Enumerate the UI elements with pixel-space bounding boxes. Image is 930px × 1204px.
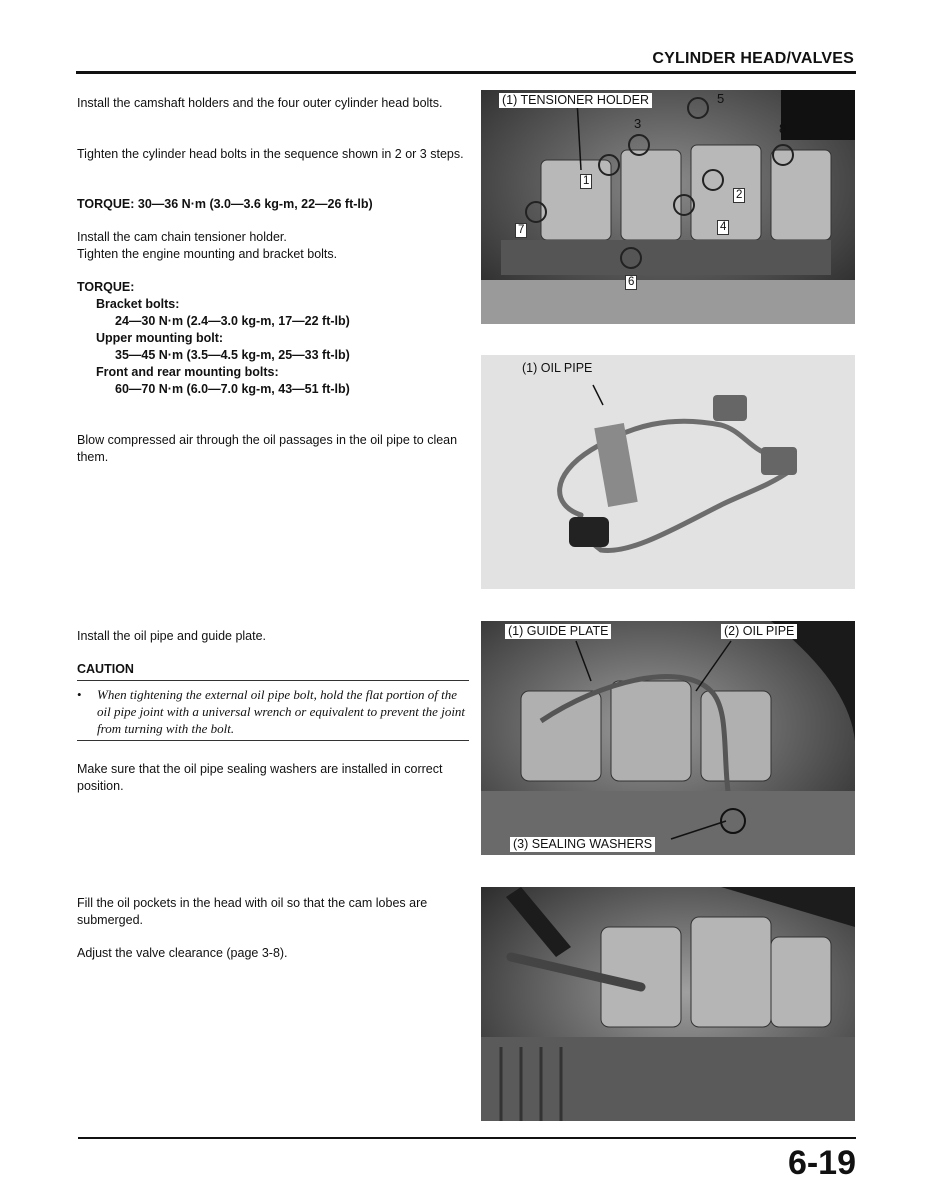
cylinder-head-bolt-sequence-photo <box>481 90 855 324</box>
fig3-label-sealing-washers: (3) SEALING WASHERS <box>510 837 655 852</box>
page-number: 6-19 <box>787 1144 856 1182</box>
fig1-label-tensioner-holder: (1) TENSIONER HOLDER <box>499 93 652 108</box>
oil-pipe-photo <box>481 355 855 589</box>
instruction-install-holders: Install the camshaft holders and the four outer cylinder head bolts. <box>77 96 443 110</box>
instruction-tighten-mounting: Tighten the engine mounting and bracket bolts. <box>77 247 338 261</box>
bolt-sequence-7: 7 <box>515 223 527 238</box>
bolt-sequence-6: 6 <box>625 275 637 290</box>
torque-spec-head-bolts: TORQUE: 30—36 N·m (3.0—3.6 kg-m, 22—26 ft-lb) <box>77 197 373 211</box>
caution-bullet: • <box>77 687 82 702</box>
instruction-install-tensioner: Install the cam chain tensioner holder. <box>77 230 287 244</box>
upper-mounting-label: Upper mounting bolt: <box>96 331 224 345</box>
upper-mounting-value: 35—45 N·m (3.5—4.5 kg-m, 25—33 ft-lb) <box>115 348 350 362</box>
fig2-label-oil-pipe: (1) OIL PIPE <box>522 361 593 375</box>
caution-heading: CAUTION <box>77 662 134 676</box>
guide-plate-oil-pipe-photo <box>481 621 855 855</box>
bolt-sequence-4: 4 <box>717 220 729 235</box>
torque-heading: TORQUE: <box>77 280 135 294</box>
instruction-blow-air: Blow compressed air through the oil passages in the oil pipe to clean them. <box>77 433 458 464</box>
instruction-tighten-bolts: Tighten the cylinder head bolts in the sequence shown in 2 or 3 steps. <box>77 147 464 161</box>
bolt-sequence-8: 8 <box>779 121 787 136</box>
page-header-title: CYLINDER HEAD/VALVES <box>652 50 854 67</box>
instruction-install-oil-pipe: Install the oil pipe and guide plate. <box>77 629 267 643</box>
caution-top-rule <box>77 680 469 681</box>
instruction-adjust-clearance: Adjust the valve clearance (page 3-8). <box>77 946 288 960</box>
instruction-sealing-washers: Make sure that the oil pipe sealing washers are installed in correct position. <box>77 762 443 793</box>
bolt-sequence-3: 3 <box>634 116 642 131</box>
bracket-bolts-value: 24—30 N·m (2.4—3.0 kg-m, 17—22 ft-lb) <box>115 314 350 328</box>
bolt-sequence-1: 1 <box>580 174 592 189</box>
header-rule <box>76 71 856 74</box>
bolt-sequence-2: 2 <box>733 188 745 203</box>
footer-rule <box>78 1137 856 1139</box>
fig3-label-oil-pipe: (2) OIL PIPE <box>721 624 797 639</box>
torque-spec-list <box>77 279 469 398</box>
caution-block <box>77 686 469 737</box>
caution-bottom-rule <box>77 740 469 741</box>
bracket-bolts-label: Bracket bolts: <box>96 297 180 311</box>
front-rear-label: Front and rear mounting bolts: <box>96 365 279 379</box>
caution-text: When tightening the external oil pipe bolt, hold the flat portion of the oil pipe joint with a universal wrench or equivalent to prevent the joint from turning with the bolt. <box>97 687 466 736</box>
cam-lobes-oil-photo <box>481 887 855 1121</box>
bolt-sequence-5: 5 <box>717 91 725 106</box>
instruction-fill-oil: Fill the oil pockets in the head with oil so that the cam lobes are submerged. <box>77 896 428 927</box>
front-rear-value: 60—70 N·m (6.0—7.0 kg-m, 43—51 ft-lb) <box>115 382 350 396</box>
fig3-label-guide-plate: (1) GUIDE PLATE <box>505 624 611 639</box>
